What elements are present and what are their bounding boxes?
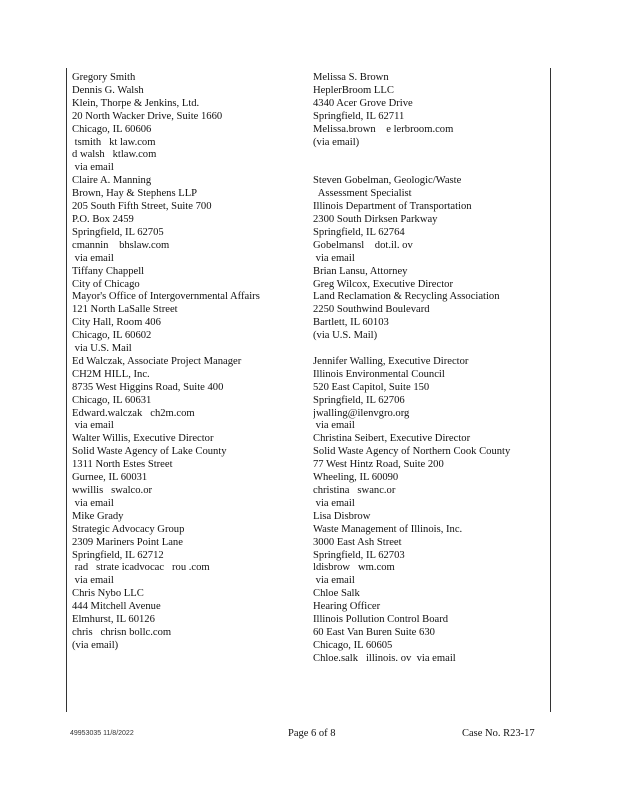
address-line: Illinois Pollution Control Board	[313, 614, 449, 626]
left-border-line	[66, 68, 67, 712]
address-line: Springfield, IL 62703	[313, 549, 405, 561]
address-line: City of Chicago	[72, 278, 140, 290]
address-line: Solid Waste Agency of Northern Cook County	[313, 446, 511, 458]
address-line: Klein, Thorpe & Jenkins, Ltd.	[72, 97, 200, 109]
address-line: via email	[313, 497, 355, 509]
address-line: 3000 East Ash Street	[313, 536, 402, 548]
address-line: Chloe Salk	[313, 588, 360, 600]
address-line: Gurnee, IL 60031	[72, 472, 148, 484]
address-line: via U.S. Mail	[72, 343, 132, 355]
address-line: chris chrisn bollc.com	[72, 626, 172, 638]
address-line: Elmhurst, IL 60126	[72, 614, 155, 626]
address-line: Tiffany Chappell	[72, 265, 145, 277]
address-line: Waste Management of Illinois, Inc.	[313, 523, 463, 535]
address-line: Jennifer Walling, Executive Director	[313, 355, 469, 367]
address-line: via email	[72, 162, 114, 174]
address-line: via email	[313, 575, 355, 587]
address-line: Springfield, IL 62764	[313, 226, 405, 238]
address-line: Chicago, IL 60602	[72, 330, 152, 342]
address-line: Chicago, IL 60605	[313, 639, 393, 651]
case-number: Case No. R23-17	[462, 728, 535, 739]
page-number: Page 6 of 8	[288, 728, 336, 739]
address-line: 8735 West Higgins Road, Suite 400	[72, 381, 224, 393]
address-line: (via email)	[313, 136, 360, 148]
address-line: Brian Lansu, Attorney	[313, 265, 408, 277]
address-line: Melissa.brown e lerbroom.com	[313, 123, 454, 135]
service-list-left-column	[72, 72, 308, 653]
service-list-right-column	[313, 72, 549, 666]
address-line: Claire A. Manning	[72, 175, 152, 187]
address-line: Bartlett, IL 60103	[313, 317, 389, 329]
address-line: via email	[72, 252, 114, 264]
address-line: 20 North Wacker Drive, Suite 1660	[72, 110, 223, 122]
address-line: (via U.S. Mail)	[313, 330, 378, 342]
address-line: via email	[313, 252, 355, 264]
address-line: Walter Willis, Executive Director	[72, 433, 214, 445]
address-line: tsmith kt law.com	[72, 136, 156, 148]
address-line: via email	[313, 420, 355, 432]
address-line: Mayor's Office of Intergovernmental Affairs	[72, 291, 260, 303]
address-line: Edward.walczak ch2m.com	[72, 407, 195, 419]
address-line: P.O. Box 2459	[72, 213, 134, 225]
address-line: 444 Mitchell Avenue	[72, 601, 161, 613]
address-line: 1311 North Estes Street	[72, 459, 173, 471]
address-line: Springfield, IL 62705	[72, 226, 164, 238]
address-line: Gobelmansl dot.il. ov	[313, 239, 413, 251]
address-line: 60 East Van Buren Suite 630	[313, 626, 435, 638]
address-line: 520 East Capitol, Suite 150	[313, 381, 430, 393]
address-line: Lisa Disbrow	[313, 510, 371, 522]
address-line: Chicago, IL 60606	[72, 123, 152, 135]
address-line: Illinois Environmental Council	[313, 368, 445, 380]
address-line: Assessment Specialist	[313, 188, 412, 200]
address-line: via email	[72, 575, 114, 587]
address-line: christina swanc.or	[313, 485, 396, 496]
address-line: 2309 Mariners Point Lane	[72, 536, 183, 548]
address-line: ldisbrow wm.com	[313, 562, 395, 574]
address-line: Strategic Advocacy Group	[72, 523, 185, 535]
document-id: 49953035 11/8/2022	[70, 730, 134, 737]
address-line: jwalling@ilenvgro.org	[313, 407, 410, 419]
address-line: Mike Grady	[72, 510, 124, 522]
address-line: Steven Gobelman, Geologic/Waste	[313, 175, 462, 187]
address-line: 205 South Fifth Street, Suite 700	[72, 201, 212, 213]
address-line: Gregory Smith	[72, 72, 136, 83]
address-line: Springfield, IL 62711	[313, 110, 405, 122]
address-line: Springfield, IL 62706	[313, 394, 405, 406]
address-line: via email	[72, 420, 114, 432]
address-line: Solid Waste Agency of Lake County	[72, 446, 227, 458]
address-line: via email	[72, 497, 114, 509]
address-line: 77 West Hintz Road, Suite 200	[313, 459, 444, 471]
right-border-line	[550, 68, 551, 712]
address-line: City Hall, Room 406	[72, 317, 161, 329]
address-line: Chloe.salk illinois. ov via email	[313, 652, 456, 664]
address-line: Hearing Officer	[313, 601, 381, 613]
address-line: rad strate icadvocac rou .com	[72, 562, 210, 574]
address-line: Dennis G. Walsh	[72, 84, 144, 96]
address-line: cmannin bhslaw.com	[72, 239, 170, 251]
address-line: wwillis swalco.or	[72, 485, 153, 496]
address-line: Land Reclamation & Recycling Association	[313, 291, 500, 303]
address-line: Christina Seibert, Executive Director	[313, 433, 471, 445]
address-line: 2250 Southwind Boulevard	[313, 304, 430, 316]
address-line: 2300 South Dirksen Parkway	[313, 213, 438, 225]
address-line: HeplerBroom LLC	[313, 84, 394, 96]
address-line: 121 North LaSalle Street	[72, 304, 178, 316]
address-line: Springfield, IL 62712	[72, 549, 164, 561]
address-line: d walsh ktlaw.com	[72, 149, 157, 161]
address-line: (via email)	[72, 639, 119, 651]
address-line: CH2M HILL, Inc.	[72, 368, 150, 380]
address-line: Chris Nybo LLC	[72, 588, 144, 600]
address-line: Wheeling, IL 60090	[313, 472, 399, 484]
address-line	[313, 162, 549, 175]
address-line: 4340 Acer Grove Drive	[313, 97, 413, 109]
address-line	[313, 343, 549, 356]
address-line: Greg Wilcox, Executive Director	[313, 278, 453, 290]
address-line: Melissa S. Brown	[313, 72, 389, 83]
address-line: Chicago, IL 60631	[72, 394, 152, 406]
address-line: Brown, Hay & Stephens LLP	[72, 188, 198, 200]
address-line: Ed Walczak, Associate Project Manager	[72, 355, 242, 367]
address-line: Illinois Department of Transportation	[313, 201, 472, 213]
address-line	[313, 149, 549, 162]
